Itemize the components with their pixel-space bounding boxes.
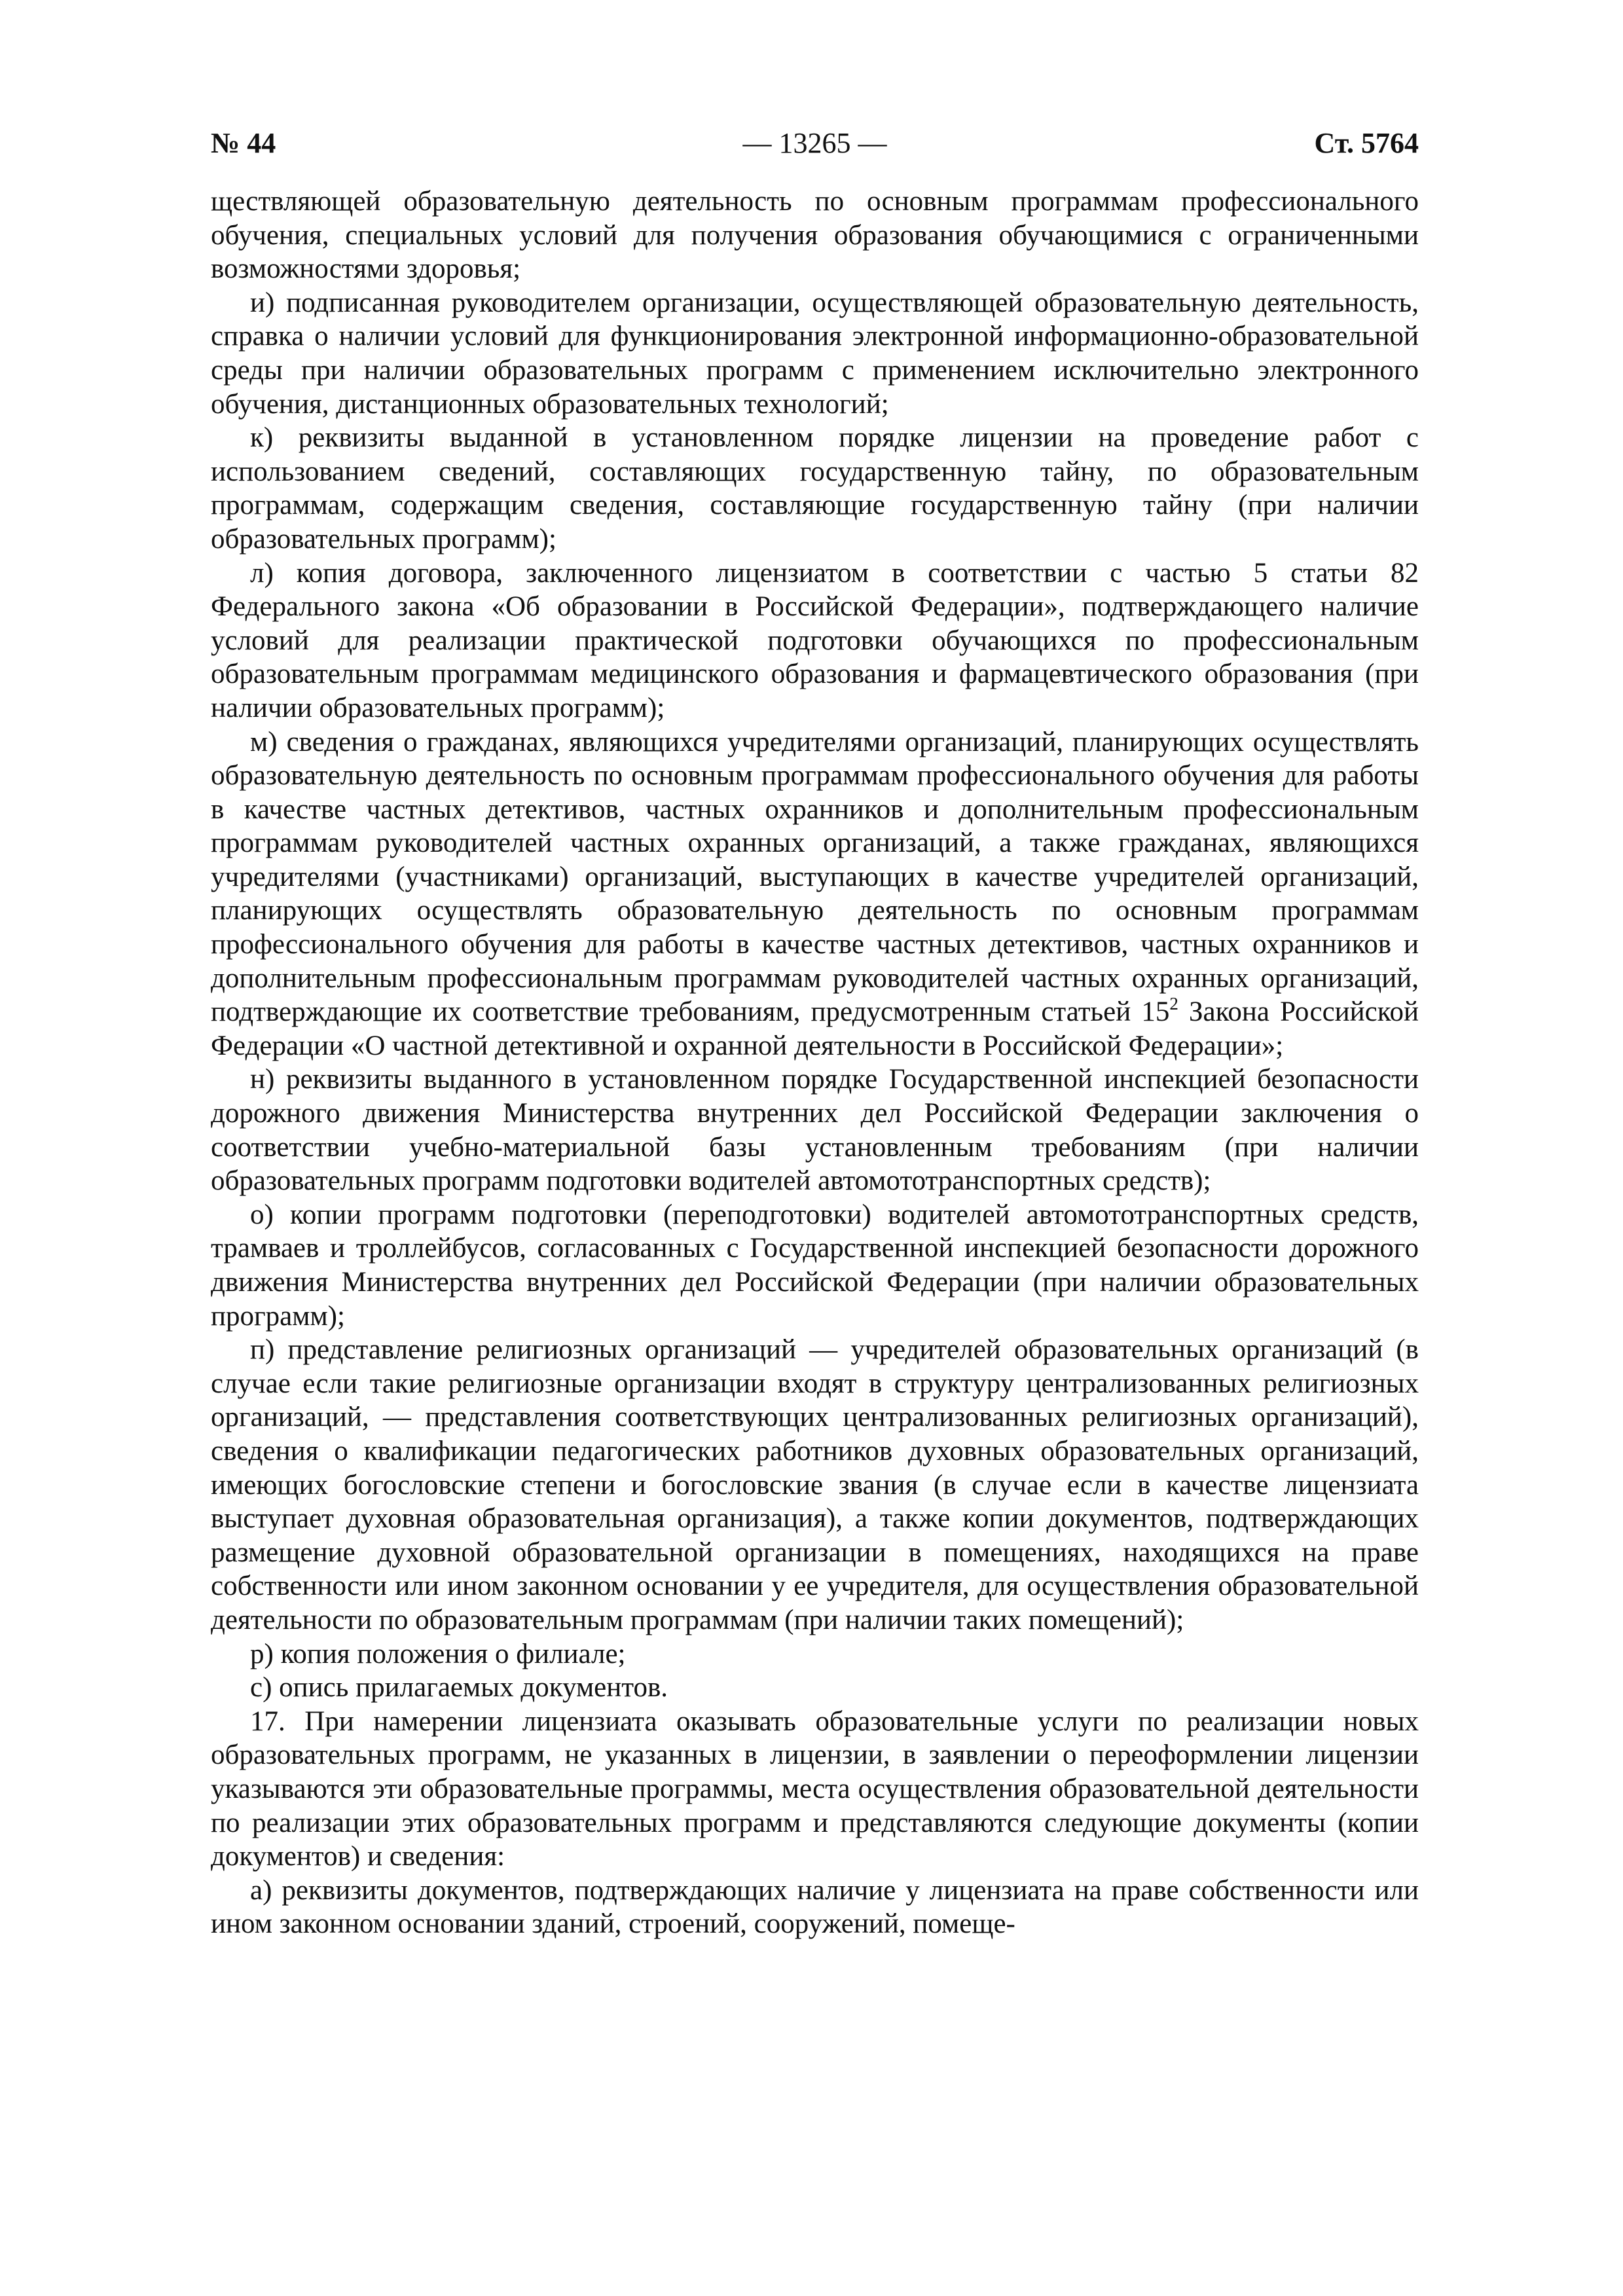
paragraph-item-m-superscript: 2 xyxy=(1169,994,1178,1014)
paragraph-item-s: с) опись прилагаемых документов. xyxy=(250,1672,668,1704)
paragraph-17-item-a: а) реквизиты документов, подтверждающих наличие у лицензиата на праве собственности или ином законном основании зданий, строений, сооружений, помеще- xyxy=(211,1874,1419,1940)
paragraph-item-l: л) копия договора, заключенного лицензиатом в соответствии с частью 5 статьи 82 Федерального закона «Об образовании в Российской Федерации», подтверждающего наличие условий для реализации практической подготовки обучающихся по профессиональным образовательным программам медицинского образования и фармацевтического образования (при наличии образовательных программ); xyxy=(211,557,1419,723)
paragraph-item-m xyxy=(211,725,1419,1063)
article-number: Ст. 5764 xyxy=(1314,127,1419,159)
paragraph-item-i: и) подписанная руководителем организации, осуществляющей образовательную деятельность, справка о наличии условий для функционирования электронной информационно-образовательной среды при наличии образовательных программ с применением исключительно электронного обучения, дистанционных образовательных технологий; xyxy=(211,287,1419,420)
page-header xyxy=(211,126,1419,179)
paragraph-item-m-text: м) сведения о гражданах, являющихся учредителями организаций, планирующих осуществлять образовательную деятельность по основным программам профессионального обучения для работы в качестве частных детективов, частных охранников и дополнительным профессиональным программам руководителей частных охранных организаций, а также гражданах, являющихся учредителями (участниками) организаций, выступающих в качестве учредителей организаций, планирующих осуществлять образовательную деятельность по основным программам профессионального обучения для работы в качестве частных детективов, частных охранников и дополнительным профессиональным программам руководителей частных охранных организаций, подтверждающие их соответствие требованиям, предусмотренным статьей 15 xyxy=(211,726,1419,1028)
page-number: — 13265 — xyxy=(742,127,887,159)
paragraph-item-k: к) реквизиты выданной в установленном порядке лицензии на проведение работ с использованием сведений, составляющих государственную тайну, по образовательным программам, содержащим сведения, составляющие государственную тайну (при наличии образовательных программ); xyxy=(211,422,1419,555)
paragraph-item-o: о) копии программ подготовки (переподготовки) водителей автомототранспортных средств, трамваев и троллейбусов, согласованных с Государственной инспекцией безопасности дорожного движения Министерства внутренних дел Российской Федерации (при наличии образовательных программ); xyxy=(211,1199,1419,1332)
paragraph-continuation: ществляющей образовательную деятельность по основным программам профессионального обучения, специальных условий для получения образования обучающимися с ограниченными возможностями здоровья; xyxy=(211,186,1419,285)
issue-number: № 44 xyxy=(211,127,276,159)
paragraph-item-m-text-end: Закона Российской Федерации «О частной детективной и охранной деятельности в Российской Федерации»; xyxy=(211,996,1419,1061)
paragraph-item-n: н) реквизиты выданного в установленном порядке Государственной инспекцией безопасности дорожного движения Министерства внутренних дел Российской Федерации заключения о соответствии учебно-материальной базы установленным требованиям (при наличии образовательных программ подготовки водителей автомототранспортных средств); xyxy=(211,1064,1419,1197)
paragraph-item-r: р) копия положения о филиале; xyxy=(250,1638,626,1669)
paragraph-item-p: п) представление религиозных организаций — учредителей образовательных организаций (в случае если такие религиозные организации входят в структуру централизованных религиозных организаций, — представления соответствующих централизованных религиозных организаций), сведения о квалификации педагогических работников духовных образовательных организаций, имеющих богословские степени и богословские звания (в случае если в качестве лицензиата выступает духовная образовательная организация), а также копии документов, подтверждающих размещение духовной образовательной организации в помещениях, находящихся на праве собственности или ином законном основании у ее учредителя, для осуществления образовательной деятельности по образовательным программам (при наличии таких помещений); xyxy=(211,1334,1419,1635)
document-body xyxy=(211,185,1419,1941)
paragraph-17: 17. При намерении лицензиата оказывать образовательные услуги по реализации новых образовательных программ, не указанных в лицензии, в заявлении о переоформлении лицензии указываются эти образовательные программы, места осуществления образовательной деятельности по реализации этих образовательных программ и представляются следующие документы (копии документов) и сведения: xyxy=(211,1705,1419,1872)
